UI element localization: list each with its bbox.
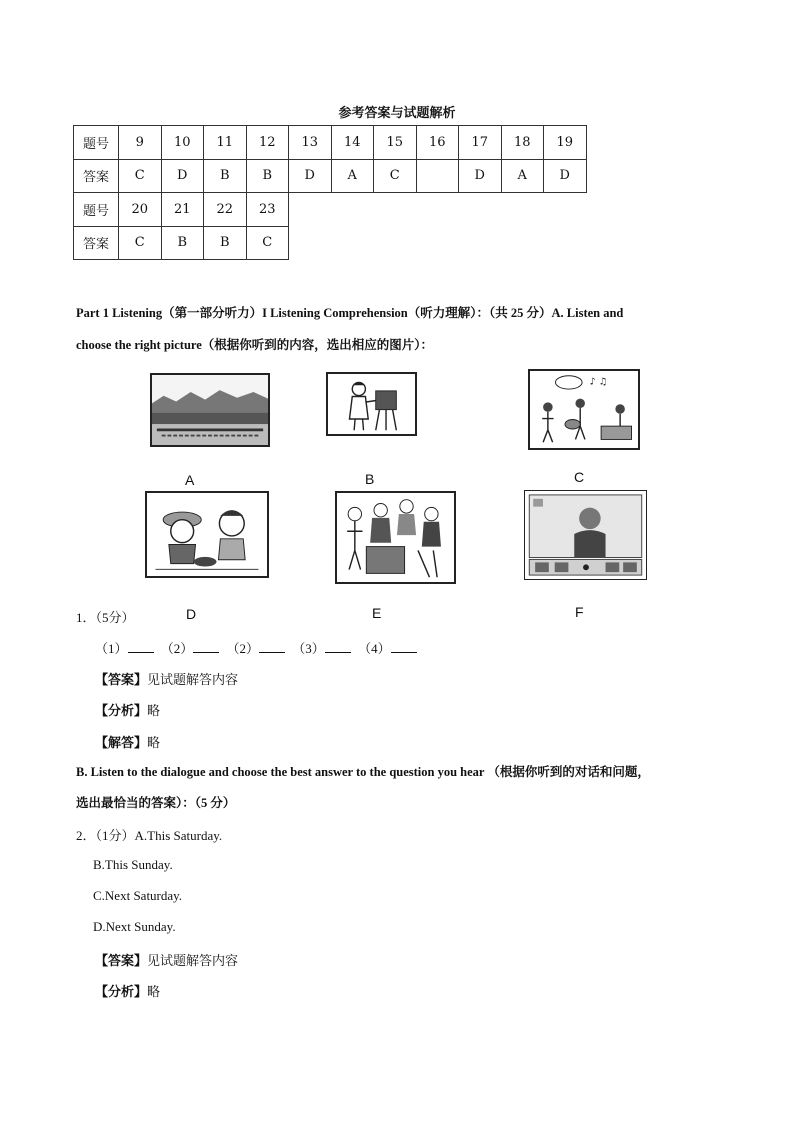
answer-blank[interactable] xyxy=(325,640,351,653)
table-cell: 19 xyxy=(544,126,587,160)
table-cell: 题号 xyxy=(74,126,119,160)
answer-text: 见试题解答内容 xyxy=(147,672,239,687)
table-cell: A xyxy=(331,159,374,193)
part-b-heading-line2: 选出最恰当的答案）：（5 分） xyxy=(76,796,236,810)
option-a: A.This Saturday. xyxy=(134,828,223,843)
table-row xyxy=(74,126,587,160)
answer-tag: 【答案】 xyxy=(95,953,148,968)
blank-label: （2） xyxy=(160,641,194,656)
option-c: C.Next Saturday. xyxy=(93,888,183,903)
table-cell: D xyxy=(544,159,587,193)
picture-label: C xyxy=(574,469,585,485)
answer-tag: 【答案】 xyxy=(95,672,148,687)
option-d: D.Next Sunday. xyxy=(93,919,176,934)
table-cell: 10 xyxy=(161,126,204,160)
table-cell: D xyxy=(161,159,204,193)
question-1-blanks xyxy=(95,638,421,657)
picture-label: B xyxy=(365,471,375,487)
part1-heading-line2: choose the right picture（根据你听到的内容，选出相应的图片）： xyxy=(76,338,434,352)
table-cell: B xyxy=(204,159,247,193)
table-cell: 题号 xyxy=(74,193,119,227)
table-cell: D xyxy=(459,159,502,193)
question-1-solution xyxy=(95,732,160,751)
table-cell: B xyxy=(204,226,247,260)
analysis-text: 略 xyxy=(147,984,161,999)
table-cell: 23 xyxy=(246,193,289,227)
answer-blank[interactable] xyxy=(128,640,154,653)
picture-f-video-call-icon xyxy=(524,490,647,580)
table-cell: A xyxy=(501,159,544,193)
table-cell: B xyxy=(161,226,204,260)
analysis-text: 略 xyxy=(147,703,161,718)
table-cell: 11 xyxy=(204,126,247,160)
question-2-analysis xyxy=(95,981,160,1000)
table-cell: 14 xyxy=(331,126,374,160)
table-row xyxy=(74,193,587,227)
picture-label: F xyxy=(575,604,584,620)
question-1-answer xyxy=(95,669,238,688)
question-2-number: 2．（1分） xyxy=(76,828,135,843)
picture-a-river-landscape xyxy=(150,373,270,447)
question-1-analysis xyxy=(95,700,160,719)
table-cell xyxy=(416,159,459,193)
question-2-answer xyxy=(95,950,238,969)
analysis-tag: 【分析】 xyxy=(95,703,148,718)
solution-text: 略 xyxy=(147,735,161,750)
table-cell: 21 xyxy=(161,193,204,227)
table-cell: 17 xyxy=(459,126,502,160)
answer-text: 见试题解答内容 xyxy=(147,953,239,968)
solution-tag: 【解答】 xyxy=(95,735,148,750)
picture-label: E xyxy=(372,605,382,621)
blank-label: （4） xyxy=(358,641,391,656)
table-cell: D xyxy=(289,159,332,193)
table-cell: 16 xyxy=(416,126,459,160)
table-cell: 20 xyxy=(119,193,162,227)
picture-label: A xyxy=(185,472,195,488)
table-cell: B xyxy=(246,159,289,193)
table-cell: 18 xyxy=(501,126,544,160)
table-cell: 12 xyxy=(246,126,289,160)
picture-c-music-band-icon xyxy=(528,369,640,450)
table-cell: C xyxy=(374,159,417,193)
table-cell: 13 xyxy=(289,126,332,160)
picture-e-crowd-icon xyxy=(335,491,456,584)
picture-d-children-cooking-icon xyxy=(145,491,269,578)
table-row xyxy=(74,159,587,193)
analysis-tag: 【分析】 xyxy=(95,984,148,999)
svg-text:♪ ♫: ♪ ♫ xyxy=(589,376,608,388)
question-2 xyxy=(76,825,222,844)
answer-table xyxy=(73,125,587,260)
table-cell: C xyxy=(119,159,162,193)
table-row xyxy=(74,226,587,260)
picture-label: D xyxy=(186,606,197,622)
answer-blank[interactable] xyxy=(391,640,417,653)
question-1-number: 1．（5分） xyxy=(76,610,135,625)
part-b-heading-line1: B. Listen to the dialogue and choose the best answer to the question you hear （根据你听到的对话和问题， xyxy=(76,765,650,779)
answer-blank[interactable] xyxy=(193,640,219,653)
blank-label: （1） xyxy=(95,641,128,656)
table-cell: 答案 xyxy=(74,159,119,193)
table-cell: C xyxy=(246,226,289,260)
table-cell: C xyxy=(119,226,162,260)
page-title: 参考答案与试题解析 xyxy=(338,106,456,121)
table-cell: 22 xyxy=(204,193,247,227)
blank-label: （2） xyxy=(226,641,260,656)
part1-heading-line1: Part 1 Listening（第一部分听力）I Listening Comprehension（听力理解）：（共 25 分）A. Listen and xyxy=(76,306,624,320)
option-b: B.This Sunday. xyxy=(93,857,173,872)
blank-label: （3） xyxy=(292,641,325,656)
answer-blank[interactable] xyxy=(259,640,285,653)
table-cell: 9 xyxy=(119,126,162,160)
table-cell: 答案 xyxy=(74,226,119,260)
table-empty-space xyxy=(289,226,587,260)
table-empty-space xyxy=(289,193,587,227)
table-cell: 15 xyxy=(374,126,417,160)
picture-b-painter-icon xyxy=(326,372,417,436)
